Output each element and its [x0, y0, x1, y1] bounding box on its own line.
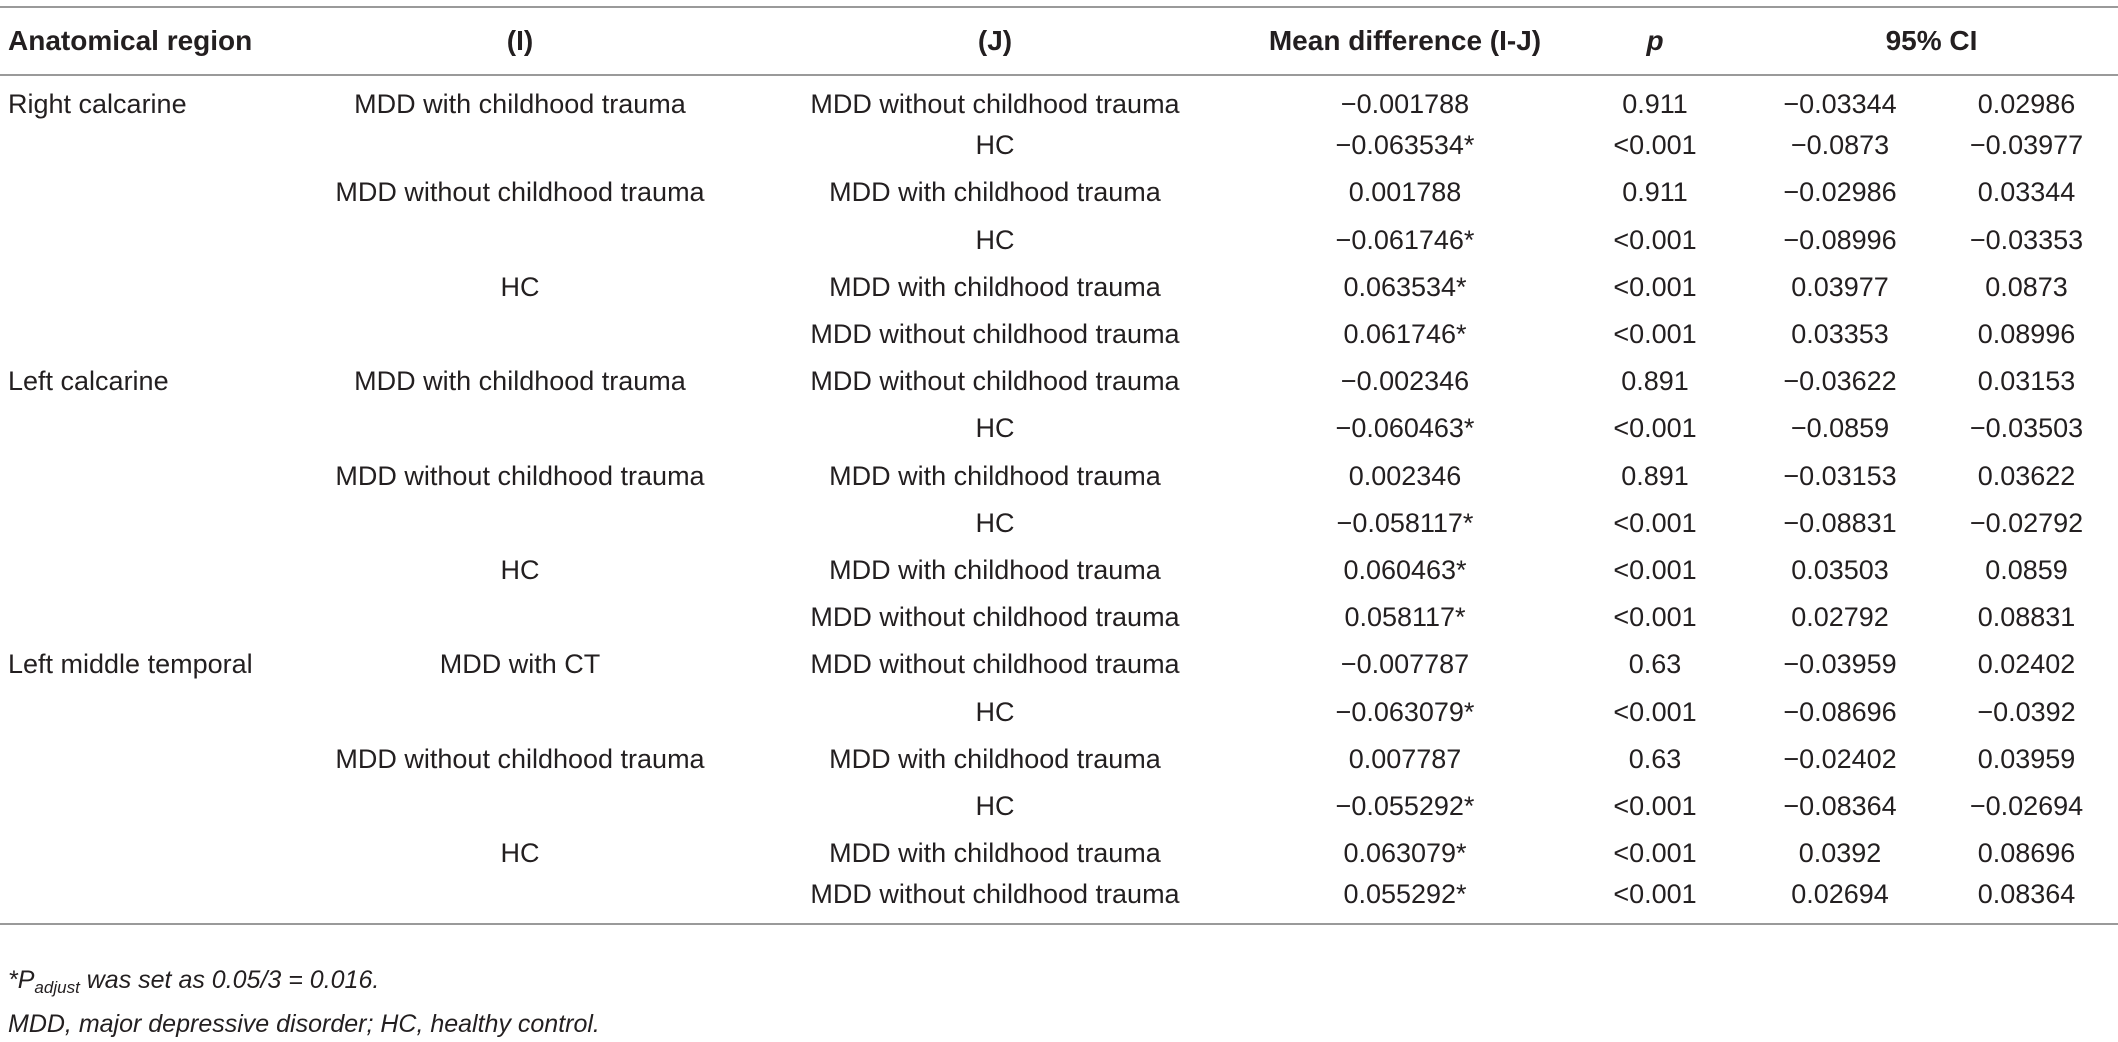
- cell-mean-difference: −0.002346: [1340, 366, 1470, 397]
- cell-region: Left calcarine: [8, 366, 169, 397]
- table-row: [0, 122, 2118, 169]
- header-95-ci: 95% CI: [1745, 7, 2118, 75]
- data-table-container: [0, 6, 2118, 925]
- table-row: [0, 169, 2118, 216]
- cell-ci-lower: −0.02402: [1783, 743, 1897, 774]
- cell-group-i: [295, 217, 745, 264]
- cell-p-value: <0.001: [1613, 507, 1697, 538]
- cell-group-j: HC: [975, 413, 1015, 444]
- cell-p-value: <0.001: [1613, 224, 1697, 255]
- cell-p-value: <0.001: [1613, 838, 1697, 869]
- cell-mean-difference: −0.055292*: [1335, 790, 1475, 821]
- cell-ci-lower: −0.03622: [1783, 366, 1897, 397]
- cell-group-i: [295, 500, 745, 547]
- cell-mean-difference: 0.060463*: [1343, 554, 1467, 585]
- cell-p-value: 0.891: [1621, 460, 1689, 491]
- table-row: [0, 75, 2118, 122]
- cell-ci-upper: −0.02694: [1969, 790, 2084, 821]
- cell-region: [0, 877, 295, 924]
- cell-ci-upper: 0.08364: [1935, 877, 2118, 924]
- table-row: [0, 217, 2118, 264]
- cell-group-j: MDD with childhood trauma: [829, 177, 1161, 208]
- table-row: [0, 783, 2118, 830]
- cell-region: [0, 688, 295, 735]
- cell-region: Right calcarine: [8, 88, 187, 119]
- cell-group-i: [295, 783, 745, 830]
- cell-mean-difference: −0.001788: [1340, 88, 1470, 119]
- cell-group-j: MDD without childhood trauma: [810, 366, 1180, 397]
- cell-group-j: HC: [975, 790, 1015, 821]
- cell-p-value: <0.001: [1613, 554, 1697, 585]
- cell-group-j: HC: [975, 507, 1015, 538]
- cell-ci-upper: 0.02986: [1977, 88, 2076, 119]
- cell-ci-lower: 0.03977: [1791, 271, 1889, 302]
- cell-ci-upper: 0.02402: [1977, 649, 2076, 680]
- cell-group-j: MDD without childhood trauma: [810, 602, 1180, 633]
- table-row: [0, 358, 2118, 405]
- header-mean-difference: Mean difference (I-J): [1245, 7, 1565, 75]
- cell-p-value: <0.001: [1613, 271, 1697, 302]
- cell-ci-upper: 0.08696: [1977, 838, 2076, 869]
- cell-group-j: MDD with childhood trauma: [829, 271, 1161, 302]
- cell-group-j: HC: [975, 224, 1015, 255]
- cell-mean-difference: −0.060463*: [1335, 413, 1475, 444]
- cell-group-j: HC: [975, 130, 1015, 161]
- cell-p-value: <0.001: [1613, 602, 1697, 633]
- table-row: [0, 830, 2118, 877]
- cell-group-i: [295, 405, 745, 452]
- cell-ci-lower: −0.0873: [1790, 130, 1890, 161]
- cell-group-i: MDD without childhood trauma: [335, 743, 705, 774]
- cell-ci-upper: 0.03153: [1977, 366, 2076, 397]
- cell-p-value: <0.001: [1613, 130, 1697, 161]
- cell-ci-lower: 0.02694: [1745, 877, 1935, 924]
- cell-mean-difference: 0.055292*: [1245, 877, 1565, 924]
- cell-group-i: MDD with CT: [439, 649, 601, 680]
- header-p: p: [1565, 7, 1745, 75]
- cell-group-i: MDD without childhood trauma: [335, 460, 705, 491]
- cell-group-j: MDD with childhood trauma: [829, 743, 1161, 774]
- cell-ci-upper: 0.03622: [1977, 460, 2076, 491]
- cell-ci-lower: −0.08831: [1783, 507, 1897, 538]
- cell-region: [0, 311, 295, 358]
- cell-region: [0, 264, 295, 311]
- cell-p-value: 0.911: [1622, 177, 1688, 208]
- cell-p-value: 0.63: [1628, 649, 1682, 680]
- cell-ci-lower: −0.08996: [1783, 224, 1897, 255]
- header-j: (J): [745, 7, 1245, 75]
- cell-region: [0, 547, 295, 594]
- cell-group-j: MDD with childhood trauma: [829, 838, 1161, 869]
- cell-group-i: HC: [500, 554, 540, 585]
- cell-mean-difference: 0.063079*: [1343, 838, 1467, 869]
- cell-p-value: <0.001: [1613, 696, 1697, 727]
- cell-p-value: 0.63: [1628, 743, 1682, 774]
- table-row: [0, 688, 2118, 735]
- cell-region: [0, 783, 295, 830]
- table-row: [0, 547, 2118, 594]
- cell-region: Left middle temporal: [8, 649, 253, 680]
- cell-region: [0, 169, 295, 216]
- cell-region: [0, 405, 295, 452]
- cell-group-i: MDD without childhood trauma: [335, 177, 705, 208]
- cell-group-j: MDD without childhood trauma: [810, 649, 1180, 680]
- table-row: [0, 736, 2118, 783]
- cell-region: [0, 453, 295, 500]
- cell-group-j: MDD without childhood trauma: [810, 319, 1180, 350]
- cell-mean-difference: 0.007787: [1348, 743, 1462, 774]
- cell-ci-upper: 0.03959: [1977, 743, 2076, 774]
- cell-ci-lower: 0.03353: [1791, 319, 1889, 350]
- table-row: [0, 594, 2118, 641]
- footnote-p-adjust: $*P_{adjust}$ was set as 0.05/3 = 0.016.: [8, 966, 380, 997]
- cell-ci-upper: 0.0859: [1985, 554, 2068, 585]
- cell-ci-lower: −0.02986: [1783, 177, 1897, 208]
- cell-region: [0, 500, 295, 547]
- cell-ci-upper: 0.08831: [1977, 602, 2076, 633]
- cell-mean-difference: −0.063079*: [1335, 696, 1475, 727]
- table-row: [0, 641, 2118, 688]
- cell-mean-difference: −0.007787: [1340, 649, 1470, 680]
- table-row: [0, 500, 2118, 547]
- cell-region: [0, 830, 295, 877]
- cell-group-i: HC: [500, 271, 540, 302]
- cell-ci-lower: −0.03153: [1783, 460, 1897, 491]
- cell-mean-difference: 0.058117*: [1344, 602, 1466, 633]
- cell-region: [0, 122, 295, 169]
- cell-ci-lower: 0.02792: [1791, 602, 1889, 633]
- cell-region: [0, 594, 295, 641]
- cell-ci-lower: −0.08364: [1783, 790, 1897, 821]
- cell-p-value: <0.001: [1613, 790, 1697, 821]
- cell-group-i: MDD with childhood trauma: [354, 366, 686, 397]
- cell-ci-upper: −0.03503: [1969, 413, 2084, 444]
- cell-group-i: [295, 877, 745, 924]
- cell-group-j: MDD with childhood trauma: [829, 460, 1161, 491]
- table-row: [0, 405, 2118, 452]
- cell-p-value: <0.001: [1613, 319, 1697, 350]
- cell-ci-upper: −0.03353: [1969, 224, 2084, 255]
- cell-ci-upper: 0.0873: [1985, 271, 2068, 302]
- cell-group-j: MDD without childhood trauma: [745, 877, 1245, 924]
- cell-ci-lower: −0.0859: [1790, 413, 1890, 444]
- header-i: (I): [295, 7, 745, 75]
- cell-mean-difference: −0.058117*: [1336, 507, 1474, 538]
- table-row: [0, 311, 2118, 358]
- cell-region: [0, 217, 295, 264]
- cell-mean-difference: 0.061746*: [1343, 319, 1467, 350]
- footnote-abbreviations: MDD, major depressive disorder; HC, healthy control.: [8, 1010, 600, 1038]
- cell-ci-upper: −0.03977: [1969, 130, 2084, 161]
- cell-ci-upper: −0.0392: [1977, 696, 2076, 727]
- cell-ci-upper: 0.03344: [1977, 177, 2076, 208]
- cell-ci-upper: 0.08996: [1977, 319, 2076, 350]
- cell-group-i: MDD with childhood trauma: [354, 88, 686, 119]
- cell-group-i: [295, 311, 745, 358]
- header-anatomical-region: Anatomical region: [0, 7, 295, 75]
- footnotes: [8, 962, 600, 1042]
- table-body: [0, 75, 2118, 924]
- cell-mean-difference: 0.001788: [1348, 177, 1462, 208]
- cell-group-j: MDD without childhood trauma: [810, 88, 1180, 119]
- cell-mean-difference: 0.063534*: [1343, 271, 1467, 302]
- table-row: [0, 453, 2118, 500]
- cell-group-j: HC: [975, 696, 1015, 727]
- header-row: [0, 7, 2118, 75]
- cell-mean-difference: −0.063534*: [1335, 130, 1475, 161]
- cell-p-value: 0.911: [1622, 88, 1688, 119]
- table-row: [0, 877, 2118, 924]
- cell-ci-lower: −0.03959: [1783, 649, 1897, 680]
- cell-mean-difference: −0.061746*: [1335, 224, 1475, 255]
- cell-ci-upper: −0.02792: [1969, 507, 2084, 538]
- cell-group-j: MDD with childhood trauma: [829, 554, 1161, 585]
- cell-p-value: <0.001: [1613, 413, 1697, 444]
- cell-ci-lower: 0.0392: [1798, 838, 1882, 869]
- cell-ci-lower: 0.03503: [1791, 554, 1889, 585]
- comparison-table: [0, 6, 2118, 925]
- cell-group-i: [295, 688, 745, 735]
- cell-group-i: [295, 594, 745, 641]
- cell-group-i: HC: [500, 838, 540, 869]
- cell-region: [0, 736, 295, 783]
- cell-p-value: <0.001: [1565, 877, 1745, 924]
- cell-mean-difference: 0.002346: [1348, 460, 1462, 491]
- cell-ci-lower: −0.03344: [1783, 88, 1897, 119]
- cell-p-value: 0.891: [1621, 366, 1689, 397]
- table-row: [0, 264, 2118, 311]
- cell-group-i: [295, 122, 745, 169]
- cell-ci-lower: −0.08696: [1783, 696, 1897, 727]
